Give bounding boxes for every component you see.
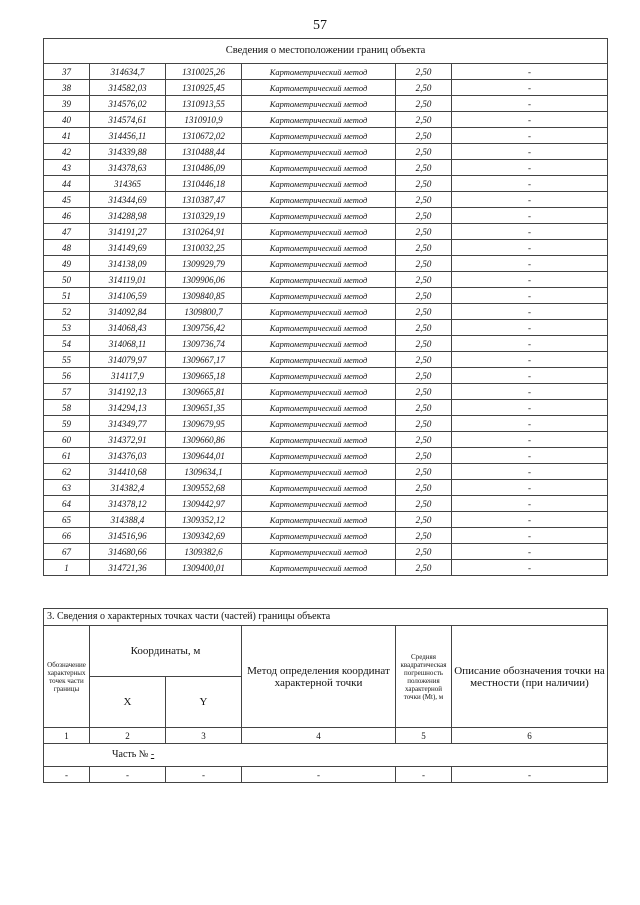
accuracy: 2,50 (396, 544, 452, 560)
part-points-table (43, 608, 608, 783)
coord-y: 1309352,12 (166, 512, 242, 528)
coord-x: 314339,88 (90, 144, 166, 160)
table-row (44, 256, 608, 272)
header-x: X (90, 677, 166, 728)
coord-y: 1310910,9 (166, 112, 242, 128)
coord-y: 1309736,74 (166, 336, 242, 352)
method: Картометрический метод (242, 448, 396, 464)
description: - (452, 368, 608, 384)
accuracy: 2,50 (396, 128, 452, 144)
coord-x: 314079,97 (90, 352, 166, 368)
description: - (452, 336, 608, 352)
accuracy: 2,50 (396, 496, 452, 512)
method: Картометрический метод (242, 256, 396, 272)
header-accuracy: Средняя квадратическая погрешность положения характерной точки (Mt), м (396, 626, 452, 728)
point-number: 64 (44, 496, 90, 512)
point-number: 52 (44, 304, 90, 320)
accuracy: 2,50 (396, 288, 452, 304)
description: - (452, 416, 608, 432)
coord-x: 314378,12 (90, 496, 166, 512)
description: - (452, 272, 608, 288)
coord-x: 314634,7 (90, 64, 166, 80)
table-row (44, 544, 608, 560)
method: Картометрический метод (242, 176, 396, 192)
accuracy: 2,50 (396, 144, 452, 160)
method: Картометрический метод (242, 320, 396, 336)
table-row (44, 112, 608, 128)
empty-cell: - (452, 767, 608, 783)
description: - (452, 288, 608, 304)
accuracy: 2,50 (396, 512, 452, 528)
coord-x: 314376,03 (90, 448, 166, 464)
method: Картометрический метод (242, 80, 396, 96)
table-row (44, 304, 608, 320)
method: Картометрический метод (242, 192, 396, 208)
coord-x: 314516,96 (90, 528, 166, 544)
method: Картометрический метод (242, 432, 396, 448)
accuracy: 2,50 (396, 80, 452, 96)
table-row (44, 64, 608, 80)
point-number: 48 (44, 240, 90, 256)
coord-x: 314068,43 (90, 320, 166, 336)
coord-y: 1309660,86 (166, 432, 242, 448)
table-row (44, 384, 608, 400)
coord-x: 314344,69 (90, 192, 166, 208)
table-row (44, 496, 608, 512)
table-row (44, 432, 608, 448)
accuracy: 2,50 (396, 272, 452, 288)
method: Картометрический метод (242, 160, 396, 176)
point-number: 45 (44, 192, 90, 208)
table-row (44, 352, 608, 368)
accuracy: 2,50 (396, 400, 452, 416)
method: Картометрический метод (242, 144, 396, 160)
coord-x: 314365 (90, 176, 166, 192)
section-title: Сведения о местоположении границ объекта (44, 39, 608, 64)
description: - (452, 64, 608, 80)
point-number: 46 (44, 208, 90, 224)
boundary-points-table (43, 38, 608, 576)
coord-y: 1310925,45 (166, 80, 242, 96)
part-label: Часть № (112, 749, 149, 760)
method: Картометрический метод (242, 224, 396, 240)
accuracy: 2,50 (396, 176, 452, 192)
coord-x: 314372,91 (90, 432, 166, 448)
method: Картометрический метод (242, 464, 396, 480)
description: - (452, 464, 608, 480)
coord-y: 1309679,95 (166, 416, 242, 432)
point-number: 67 (44, 544, 90, 560)
coord-y: 1309651,35 (166, 400, 242, 416)
point-number: 42 (44, 144, 90, 160)
coord-y: 1310446,18 (166, 176, 242, 192)
part-row (44, 744, 608, 767)
coord-y: 1309342,69 (166, 528, 242, 544)
point-number: 38 (44, 80, 90, 96)
coord-y: 1310488,44 (166, 144, 242, 160)
coord-x: 314119,01 (90, 272, 166, 288)
coord-y: 1309906,06 (166, 272, 242, 288)
coord-x: 314092,84 (90, 304, 166, 320)
method: Картометрический метод (242, 272, 396, 288)
method: Картометрический метод (242, 512, 396, 528)
table-row (44, 272, 608, 288)
method: Картометрический метод (242, 480, 396, 496)
table-row (44, 224, 608, 240)
point-number: 39 (44, 96, 90, 112)
table-row (44, 144, 608, 160)
method: Картометрический метод (242, 64, 396, 80)
header-designation: Обозначение характерных точек части границы (44, 626, 90, 728)
point-number: 66 (44, 528, 90, 544)
method: Картометрический метод (242, 112, 396, 128)
accuracy: 2,50 (396, 240, 452, 256)
description: - (452, 448, 608, 464)
table-row (44, 400, 608, 416)
table-row (44, 464, 608, 480)
description: - (452, 384, 608, 400)
coord-x: 314721,36 (90, 560, 166, 576)
table-row (44, 128, 608, 144)
table-row (44, 512, 608, 528)
coord-x: 314680,66 (90, 544, 166, 560)
accuracy: 2,50 (396, 208, 452, 224)
coord-y: 1310025,26 (166, 64, 242, 80)
section3-title: 3. Сведения о характерных точках части (частей) границы объекта (44, 609, 608, 626)
point-number: 43 (44, 160, 90, 176)
accuracy: 2,50 (396, 336, 452, 352)
description: - (452, 144, 608, 160)
accuracy: 2,50 (396, 224, 452, 240)
method: Картометрический метод (242, 560, 396, 576)
description: - (452, 432, 608, 448)
coord-y: 1309756,42 (166, 320, 242, 336)
point-number: 58 (44, 400, 90, 416)
empty-cell: - (242, 767, 396, 783)
coord-y: 1310672,02 (166, 128, 242, 144)
part-value: - (150, 749, 155, 760)
empty-cell: - (44, 767, 90, 783)
coord-y: 1309929,79 (166, 256, 242, 272)
col-number: 1 (44, 728, 90, 744)
table-row (44, 448, 608, 464)
method: Картометрический метод (242, 288, 396, 304)
description: - (452, 304, 608, 320)
coord-x: 314456,11 (90, 128, 166, 144)
description: - (452, 80, 608, 96)
description: - (452, 320, 608, 336)
coord-x: 314388,4 (90, 512, 166, 528)
coord-y: 1309442,97 (166, 496, 242, 512)
point-number: 44 (44, 176, 90, 192)
coord-y: 1309665,18 (166, 368, 242, 384)
accuracy: 2,50 (396, 480, 452, 496)
table-row (44, 288, 608, 304)
table-row (44, 480, 608, 496)
method: Картометрический метод (242, 400, 396, 416)
accuracy: 2,50 (396, 320, 452, 336)
description: - (452, 160, 608, 176)
coord-y: 1310486,09 (166, 160, 242, 176)
accuracy: 2,50 (396, 384, 452, 400)
method: Картометрический метод (242, 336, 396, 352)
table-row (44, 560, 608, 576)
method: Картометрический метод (242, 496, 396, 512)
description: - (452, 112, 608, 128)
col-number: 3 (166, 728, 242, 744)
coord-x: 314410,68 (90, 464, 166, 480)
coord-x: 314117,9 (90, 368, 166, 384)
table-row (44, 240, 608, 256)
point-number: 61 (44, 448, 90, 464)
table-row (44, 368, 608, 384)
description: - (452, 256, 608, 272)
page-number: 57 (313, 18, 327, 33)
method: Картометрический метод (242, 352, 396, 368)
coord-x: 314294,13 (90, 400, 166, 416)
coord-x: 314191,27 (90, 224, 166, 240)
point-number: 54 (44, 336, 90, 352)
accuracy: 2,50 (396, 560, 452, 576)
table-row (44, 96, 608, 112)
point-number: 56 (44, 368, 90, 384)
table-row (44, 80, 608, 96)
point-number: 49 (44, 256, 90, 272)
table-row (44, 528, 608, 544)
accuracy: 2,50 (396, 528, 452, 544)
point-number: 1 (44, 560, 90, 576)
empty-cell: - (396, 767, 452, 783)
accuracy: 2,50 (396, 112, 452, 128)
table-row (44, 320, 608, 336)
description: - (452, 496, 608, 512)
col-number: 4 (242, 728, 396, 744)
coord-x: 314382,4 (90, 480, 166, 496)
coord-y: 1309400,01 (166, 560, 242, 576)
description: - (452, 96, 608, 112)
coord-y: 1309634,1 (166, 464, 242, 480)
coord-x: 314349,77 (90, 416, 166, 432)
coord-x: 314574,61 (90, 112, 166, 128)
point-number: 55 (44, 352, 90, 368)
col-number: 2 (90, 728, 166, 744)
point-number: 63 (44, 480, 90, 496)
description: - (452, 544, 608, 560)
method: Картометрический метод (242, 528, 396, 544)
point-number: 37 (44, 64, 90, 80)
method: Картометрический метод (242, 416, 396, 432)
description: - (452, 512, 608, 528)
description: - (452, 560, 608, 576)
empty-cell: - (166, 767, 242, 783)
method: Картометрический метод (242, 240, 396, 256)
table-row (44, 416, 608, 432)
accuracy: 2,50 (396, 352, 452, 368)
coord-y: 1309382,6 (166, 544, 242, 560)
col-number: 6 (452, 728, 608, 744)
accuracy: 2,50 (396, 304, 452, 320)
header-coords: Координаты, м (90, 626, 242, 677)
point-number: 41 (44, 128, 90, 144)
coord-y: 1309665,81 (166, 384, 242, 400)
description: - (452, 480, 608, 496)
table-row (44, 336, 608, 352)
table-row (44, 192, 608, 208)
method: Картометрический метод (242, 208, 396, 224)
accuracy: 2,50 (396, 160, 452, 176)
description: - (452, 224, 608, 240)
header-method: Метод определения координат характерной точки (242, 626, 396, 728)
method: Картометрический метод (242, 304, 396, 320)
accuracy: 2,50 (396, 96, 452, 112)
col-number: 5 (396, 728, 452, 744)
coord-y: 1309840,85 (166, 288, 242, 304)
description: - (452, 240, 608, 256)
coord-x: 314149,69 (90, 240, 166, 256)
point-number: 50 (44, 272, 90, 288)
point-number: 40 (44, 112, 90, 128)
description: - (452, 176, 608, 192)
description: - (452, 208, 608, 224)
description: - (452, 128, 608, 144)
description: - (452, 528, 608, 544)
description: - (452, 352, 608, 368)
coord-y: 1309644,01 (166, 448, 242, 464)
coord-y: 1310913,55 (166, 96, 242, 112)
coord-x: 314106,59 (90, 288, 166, 304)
point-number: 59 (44, 416, 90, 432)
method: Картометрический метод (242, 544, 396, 560)
coord-x: 314576,02 (90, 96, 166, 112)
header-y: Y (166, 677, 242, 728)
point-number: 57 (44, 384, 90, 400)
coord-x: 314582,03 (90, 80, 166, 96)
point-number: 47 (44, 224, 90, 240)
table-row (44, 208, 608, 224)
point-number: 51 (44, 288, 90, 304)
header-description: Описание обозначения точки на местности (при наличии) (452, 626, 608, 728)
coord-y: 1309552,68 (166, 480, 242, 496)
accuracy: 2,50 (396, 464, 452, 480)
point-number: 65 (44, 512, 90, 528)
accuracy: 2,50 (396, 448, 452, 464)
coord-y: 1310032,25 (166, 240, 242, 256)
coord-x: 314288,98 (90, 208, 166, 224)
coord-x: 314068,11 (90, 336, 166, 352)
point-number: 62 (44, 464, 90, 480)
description: - (452, 400, 608, 416)
coord-y: 1310387,47 (166, 192, 242, 208)
method: Картометрический метод (242, 368, 396, 384)
coord-y: 1309800,7 (166, 304, 242, 320)
point-number: 53 (44, 320, 90, 336)
accuracy: 2,50 (396, 64, 452, 80)
empty-cell: - (90, 767, 166, 783)
coord-y: 1310264,91 (166, 224, 242, 240)
coord-x: 314378,63 (90, 160, 166, 176)
coord-y: 1309667,17 (166, 352, 242, 368)
coord-x: 314192,13 (90, 384, 166, 400)
method: Картометрический метод (242, 128, 396, 144)
description: - (452, 192, 608, 208)
accuracy: 2,50 (396, 368, 452, 384)
coord-x: 314138,09 (90, 256, 166, 272)
accuracy: 2,50 (396, 432, 452, 448)
method: Картометрический метод (242, 384, 396, 400)
table-row (44, 160, 608, 176)
accuracy: 2,50 (396, 416, 452, 432)
coord-y: 1310329,19 (166, 208, 242, 224)
table-row (44, 176, 608, 192)
method: Картометрический метод (242, 96, 396, 112)
accuracy: 2,50 (396, 192, 452, 208)
point-number: 60 (44, 432, 90, 448)
accuracy: 2,50 (396, 256, 452, 272)
